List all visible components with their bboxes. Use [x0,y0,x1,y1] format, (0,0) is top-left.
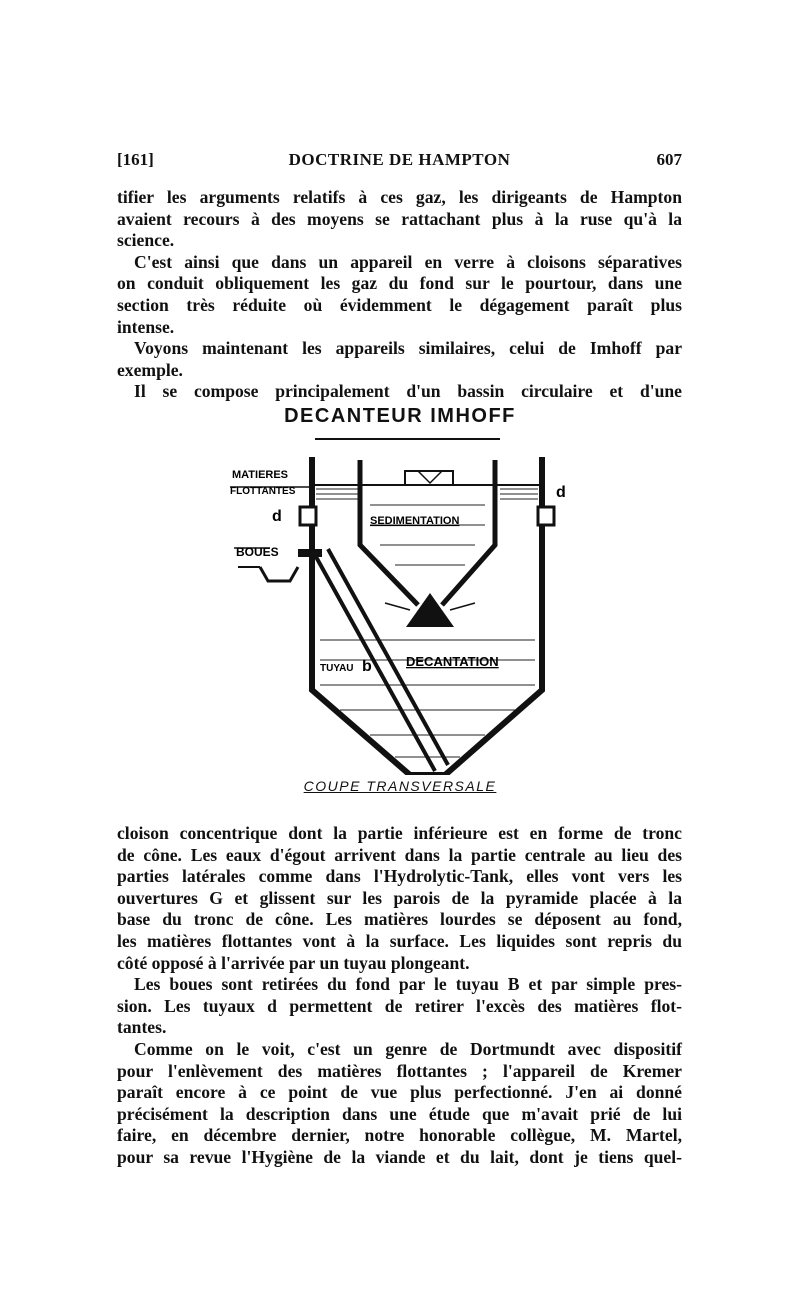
label-matieres: MATIERES [232,469,289,481]
label-d-left: d [272,508,282,525]
label-tuyau-b: b [362,658,372,675]
text-line: Comme on le voit, c'est un genre de Dortmundt avec dispositif [134,1038,682,1059]
text-line: cloison concentrique dont la partie inférieure est en forme de tronc [117,823,682,843]
text-line: paraît encore à ce point de vue plus perfectionné. J'en ai donné [117,1082,682,1103]
page-number: 607 [656,150,682,169]
text-line: de cône. Les eaux d'égout arrivent dans la partie centrale au lieu des [117,844,682,865]
paragraph [117,187,682,230]
figure-title: DECANTEUR IMHOFF [284,405,516,427]
label-tuyau: TUYAU [320,663,354,674]
text-line: sion. Les tuyaux d permettent de retirer l'excès des matières flot- [117,995,682,1016]
text-line: précisément la description dans une étude que m'avait prié de lui [117,1103,682,1124]
text-line: les matières flottantes vont à la surface. Les liquides sont repris du [117,930,682,951]
paragraph-end [117,953,682,975]
text-line: section très réduite où évidemment le dégagement paraît plus [117,294,682,315]
text-line: ouvertures G et glissent sur les parois de la pyramide placée à la [117,887,682,908]
text-line: science. [117,230,175,251]
label-sedimentation: SEDIMENTATION [370,515,460,527]
running-title: DOCTRINE DE HAMPTON [288,150,511,169]
label-decantation: DECANTATION [406,654,499,669]
text-line: Les boues sont retirées du fond par le tuyau B et par simple pres- [134,974,682,995]
paragraph [117,381,682,403]
text-line: pour l'enlèvement des matières flottantes ; l'appareil de Kremer [117,1060,682,1081]
body-text-top [117,187,682,403]
paragraph [117,252,682,317]
text-line: côté opposé à l'arrivée par un tuyau plongeant. [117,952,470,973]
paragraph [117,823,682,953]
text-line: tantes. [117,1017,167,1038]
paragraph-end [117,317,682,339]
running-header [117,150,682,174]
paragraph-end [117,230,682,252]
body-text-bottom [117,823,682,1169]
text-line: Il se compose principalement d'un bassin circulaire et d'une [134,381,682,402]
text-line: parties latérales comme dans l'Hydrolytic-Tank, elles vont vers les [117,866,682,887]
tank-diagram [220,405,580,775]
imhoff-tank-figure [220,405,580,805]
text-line: intense. [117,316,175,337]
figure-caption: COUPE TRANSVERSALE [303,778,497,794]
text-line: exemple. [117,359,183,380]
paragraph [117,338,682,360]
paragraph [117,1039,682,1169]
text-line: C'est ainsi que dans un appareil en verre à cloisons séparatives [134,251,682,272]
text-line: Voyons maintenant les appareils similaires, celui de Imhoff par [134,338,682,359]
section-number: [161] [117,150,154,169]
text-line: avaient recours à des moyens se rattachant plus à la ruse qu'à la [117,208,682,229]
text-line: pour sa revue l'Hygiène de la viande et du lait, dont je tiens quel- [117,1146,682,1167]
label-boues: BOUES [236,545,279,559]
text-line: base du tronc de cône. Les matières lourdes se déposent au fond, [117,909,682,930]
label-d-right: d [556,484,566,501]
text-line: faire, en décembre dernier, notre honorable collègue, M. Martel, [117,1125,682,1146]
text-line: tifier les arguments relatifs à ces gaz, les dirigeants de Hampton [117,187,682,207]
paragraph [117,974,682,1017]
paragraph-end [117,1017,682,1039]
paragraph-end [117,360,682,382]
text-line: on conduit obliquement les gaz du fond sur le pourtour, dans une [117,273,682,294]
label-flottantes: FLOTTANTES [230,486,296,497]
